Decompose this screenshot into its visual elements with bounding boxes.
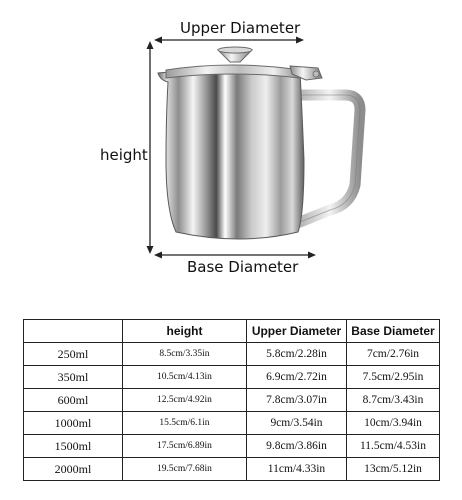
lid-knob bbox=[218, 47, 252, 62]
height-cell: 17.5cm/6.89in bbox=[123, 435, 247, 458]
upper-diameter-cell: 11cm/4.33in bbox=[247, 458, 347, 481]
base-diameter-cell: 10cm/3.94in bbox=[347, 412, 440, 435]
capacity-cell: 1000ml bbox=[24, 412, 123, 435]
height-cell: 15.5cm/6.1in bbox=[123, 412, 247, 435]
upper-diameter-cell: 9cm/3.54in bbox=[247, 412, 347, 435]
upper-diameter-cell: 6.9cm/2.72in bbox=[247, 366, 347, 389]
upper-diameter-cell: 5.8cm/2.28in bbox=[247, 343, 347, 366]
header-upper-diameter: Upper Diameter bbox=[247, 320, 347, 343]
capacity-cell: 1500ml bbox=[24, 435, 123, 458]
table-row bbox=[24, 412, 440, 435]
upper-diameter-line bbox=[154, 37, 304, 44]
table-row bbox=[24, 458, 440, 481]
table-row bbox=[24, 343, 440, 366]
base-diameter-cell: 7.5cm/2.95in bbox=[347, 366, 440, 389]
header-base-diameter: Base Diameter bbox=[347, 320, 440, 343]
capacity-cell: 250ml bbox=[24, 343, 123, 366]
base-diameter-cell: 11.5cm/4.53in bbox=[347, 435, 440, 458]
capacity-cell: 2000ml bbox=[24, 458, 123, 481]
upper-diameter-cell: 9.8cm/3.86in bbox=[247, 435, 347, 458]
table-header-row bbox=[24, 320, 440, 343]
table-row bbox=[24, 389, 440, 412]
pitcher-body bbox=[158, 72, 304, 239]
base-diameter-cell: 8.7cm/3.43in bbox=[347, 389, 440, 412]
size-spec-table bbox=[23, 319, 440, 481]
header-height: height bbox=[123, 320, 247, 343]
height-cell: 12.5cm/4.92in bbox=[123, 389, 247, 412]
pitcher-handle bbox=[300, 95, 360, 222]
height-cell: 19.5cm/7.68in bbox=[123, 458, 247, 481]
upper-diameter-cell: 7.8cm/3.07in bbox=[247, 389, 347, 412]
table-row bbox=[24, 435, 440, 458]
height-label: height bbox=[100, 146, 148, 164]
base-diameter-label: Base Diameter bbox=[187, 258, 299, 276]
header-capacity bbox=[24, 320, 123, 343]
height-cell: 8.5cm/3.35in bbox=[123, 343, 247, 366]
height-cell: 10.5cm/4.13in bbox=[123, 366, 247, 389]
table-row bbox=[24, 366, 440, 389]
capacity-cell: 600ml bbox=[24, 389, 123, 412]
capacity-cell: 350ml bbox=[24, 366, 123, 389]
base-diameter-cell: 13cm/5.12in bbox=[347, 458, 440, 481]
upper-diameter-label: Upper Diameter bbox=[180, 19, 301, 37]
base-diameter-cell: 7cm/2.76in bbox=[347, 343, 440, 366]
